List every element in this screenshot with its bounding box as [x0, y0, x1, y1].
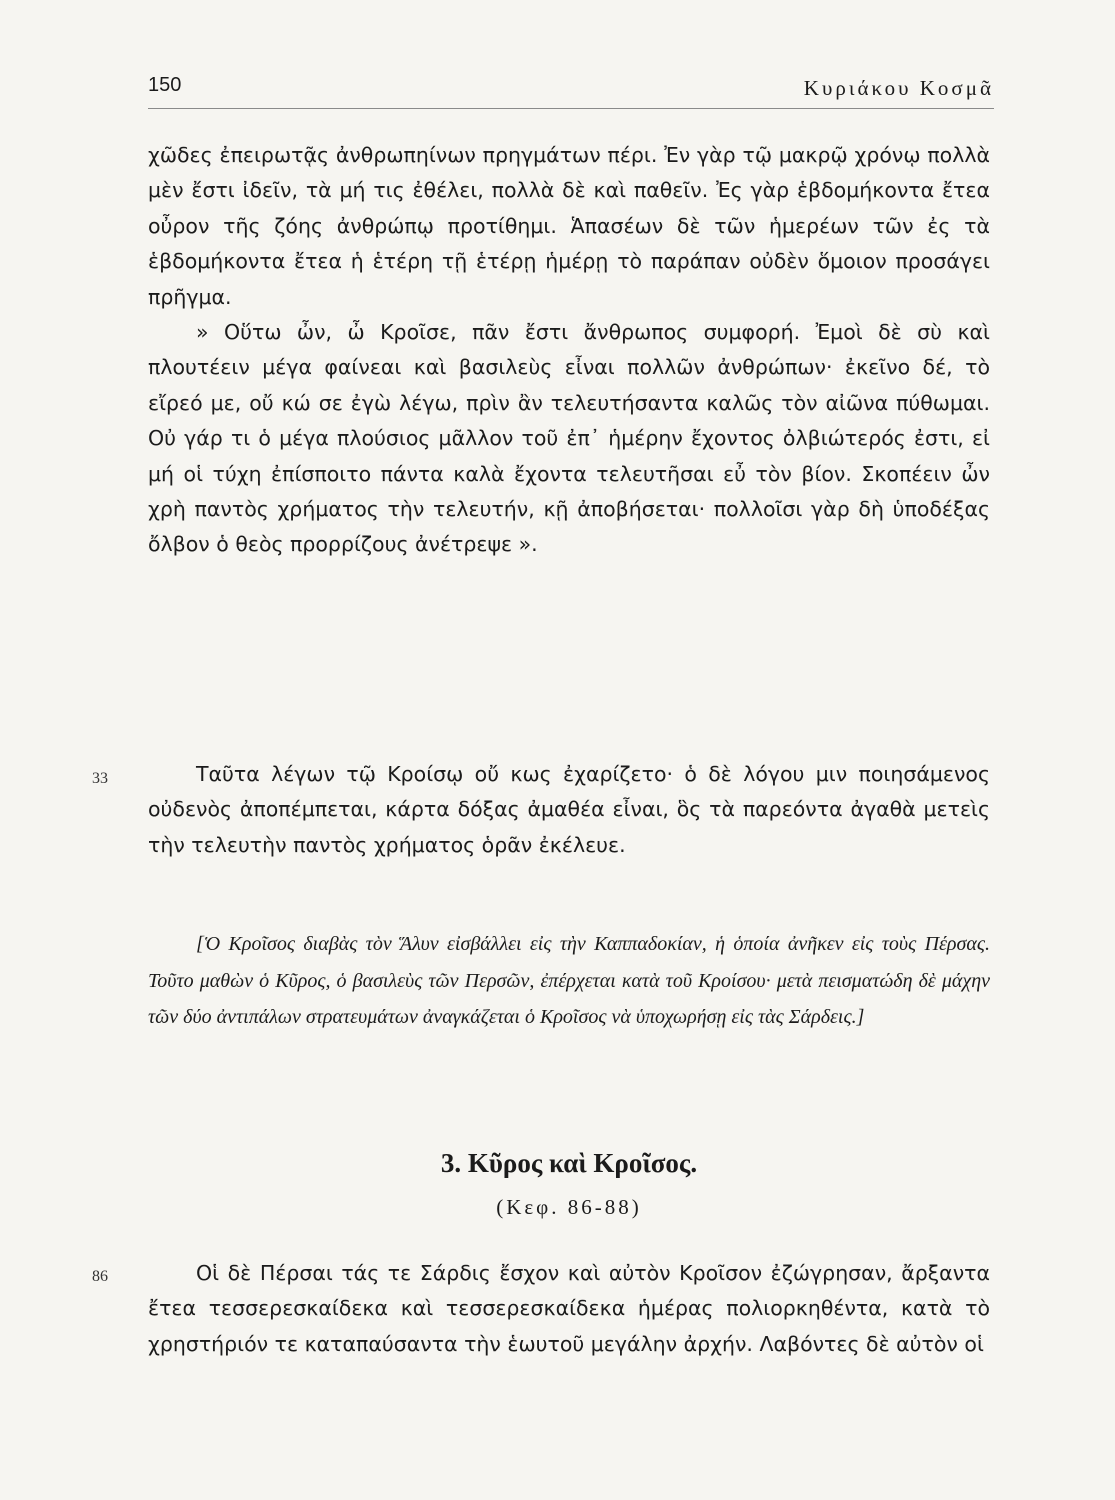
paragraph-continued: χῶδες ἐπειρωτᾷς ἀνθρωπηίνων πρηγμάτων πέρι. Ἐν γὰρ τῷ μακρῷ χρόνῳ πολλὰ μὲν ἔστι ἰδεῖν, τὰ μή τις ἐθέλει, πολλὰ δὲ καὶ παθεῖν. Ἐς γὰρ ἑβδομήκοντα ἔτεα οὖρον τῆς ζόης ἀνθρώπῳ προτίθημι. Ἁπασέων δὲ τῶν ἡμερέων τῶν ἐς τὰ ἑβδομήκοντα ἔτεα ἡ ἑτέρη τῇ ἑτέρῃ ἡμέρῃ τὸ παράπαν οὐδὲν ὅμοιον προσάγει πρῆγμα. [148, 143, 990, 309]
section-title: 3. Κῦρος καὶ Κροῖσος. [440, 1148, 698, 1178]
running-head: Κυριάκου Κοσμᾶ [803, 76, 994, 100]
chapter-reference: (Κεφ. 86-88) [496, 1195, 642, 1219]
text-block-chapter-86 [148, 1256, 990, 1362]
text-block-chapter-33 [148, 757, 990, 863]
editor-summary: [Ὁ Κροῖσος διαβὰς τὸν Ἅλυν εἰσβάλλει εἰς τὴν Καππαδοκίαν, ἡ ὁποία ἀνῆκεν εἰς τοὺς Πέρσας. Τοῦτο μαθὼν ὁ Κῦρος, ὁ βασιλεὺς τῶν Περσῶν, ἐπέρχεται κατὰ τοῦ Κροίσου· μετὰ πεισματώδη δὲ μάχην τῶν δύο ἀντιπάλων στρατευμάτων ἀναγκάζεται ὁ Κροῖσος νὰ ὑποχωρήσῃ εἰς τὰς Σάρδεις.] [148, 933, 990, 1029]
margin-number-86: 86 [92, 1268, 108, 1285]
paragraph-chapter-33: Ταῦτα λέγων τῷ Κροίσῳ οὔ κως ἐχαρίζετο· ὁ δὲ λόγου μιν ποιησάμενος οὐδενὸς ἀποπέμπεται, κάρτα δόξας ἀμαθέα εἶναι, ὃς τὰ παρεόντα ἀγαθὰ μετεὶς τὴν τελευτὴν παντὸς χρήματος ὁρᾶν ἐκέλευε. [148, 762, 990, 857]
paragraph-solon-speech: » Οὕτω ὦν, ὦ Κροῖσε, πᾶν ἔστι ἄνθρωπος συμφορή. Ἐμοὶ δὲ σὺ καὶ πλουτέειν μέγα φαίνεαι καὶ βασιλεὺς εἶναι πολλῶν ἀνθρώπων· ἐκεῖνο δέ, τὸ εἴρεό με, οὔ κώ σε ἐγὼ λέγω, πρὶν ἂν τελευτήσαντα καλῶς τὸν αἰῶνα πύθωμαι. Οὐ γάρ τι ὁ μέγα πλούσιος μᾶλλον τοῦ ἐπ᾽ ἡμέρην ἔχοντος ὀλβιώτερός ἐστι, εἰ μή οἱ τύχη ἐπίσποιτο πάντα καλὰ ἔχοντα τελευτῆσαι εὖ τὸν βίον. Σκοπέειν ὦν χρὴ παντὸς χρήματος τὴν τελευτήν, κῇ ἀποβήσεται· πολλοῖσι γὰρ δὴ ὑποδέξας ὄλβον ὁ θεὸς προρρίζους ἀνέτρεψε ». [148, 320, 990, 557]
margin-number-33: 33 [92, 770, 108, 787]
page-header [148, 72, 994, 109]
text-block-upper [148, 138, 990, 563]
paragraph-chapter-86: Οἱ δὲ Πέρσαι τάς τε Σάρδις ἔσχον καὶ αὐτὸν Κροῖσον ἐζώγρησαν, ἄρξαντα ἔτεα τεσσερεσκαίδεκα καὶ τεσσερεσκαίδεκα ἡμέρας πολιορκηθέντα, κατὰ τὸ χρηστήριόν τε καταπαύσαντα τὴν ἑωυτοῦ μεγάλην ἀρχήν. Λαβόντες δὲ αὐτὸν οἱ [148, 1261, 990, 1356]
page-number: 150 [148, 74, 182, 96]
